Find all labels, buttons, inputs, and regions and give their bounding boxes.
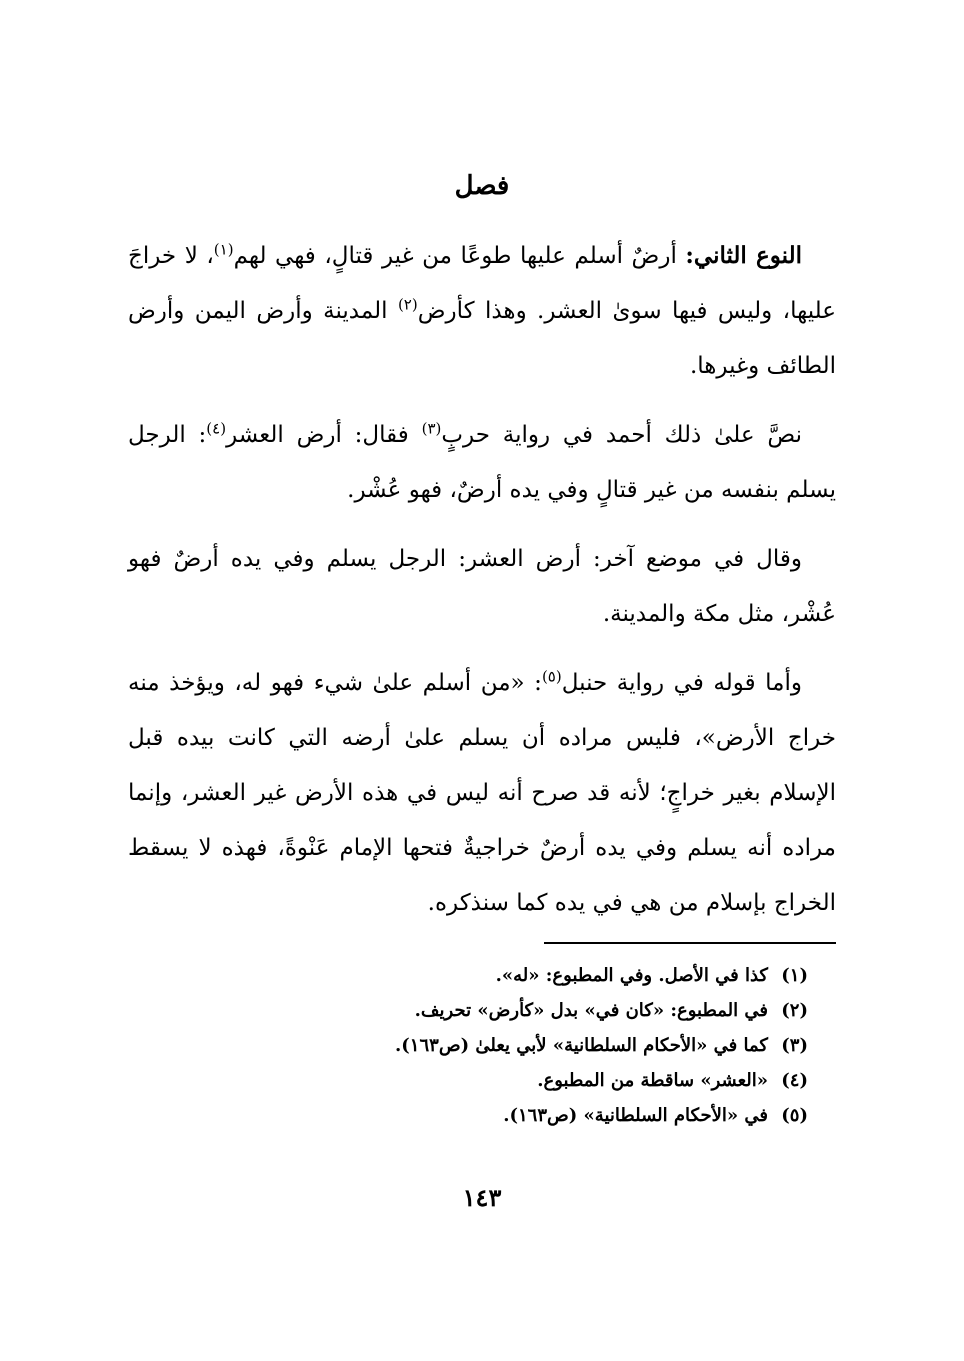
footnote-3 [128, 1028, 808, 1063]
paragraph-2 [128, 408, 836, 518]
footnote-number: (٤) [781, 1070, 808, 1091]
paragraph-text: : «من أسلم علىٰ شيء فهو له، ويؤخذ منه خراج الأرض»، فليس مراده أن يسلم علىٰ أرضه التي كانت بيده قبل الإسلام بغير خراجٍ؛ لأنه قد صرح أنه ليس في هذه الأرض غير العشر، وإنما مراده أنه يسلم وفي يده أرضٌ خراجيةٌ فتحها الإمام عَنْوةً، فهذه لا يسقط الخراج بإسلام من هي في يده كما سنذكره. [128, 670, 836, 916]
footnote-text: كما في «الأحكام السلطانية» لأبي يعلىٰ (ص١٦٣). [395, 1035, 768, 1056]
paragraph-1 [128, 228, 836, 394]
footnote-number: (١) [781, 965, 808, 986]
paragraph-text: ، لا خراجَ عليها، وليس فيها سوىٰ العشر. وهذا كأرض [128, 243, 836, 324]
footnote-ref-4[interactable]: (٤) [206, 419, 227, 438]
footnote-number: (٥) [781, 1105, 808, 1126]
paragraph-text: نصَّ علىٰ ذلك أحمد في رواية حربٍ [441, 422, 802, 448]
footnote-5 [128, 1098, 808, 1133]
footnote-1 [128, 958, 808, 993]
paragraph-4 [128, 656, 836, 931]
paragraph-text: المدينة وأرض اليمن وأرض الطائف وغيرها. [128, 298, 836, 379]
footnote-ref-2[interactable]: (٢) [397, 295, 418, 314]
book-page [128, 0, 836, 1361]
footnote-text: «العشر» ساقطة من المطبوع. [537, 1070, 768, 1091]
footnote-ref-1[interactable]: (١) [213, 240, 234, 259]
footnote-text: كذا في الأصل. وفي المطبوع: «له». [495, 965, 768, 986]
paragraph-lead: النوع الثاني: [685, 242, 802, 269]
footnote-2 [128, 993, 808, 1028]
footnote-text: في المطبوع: «كان في» بدل «كأرض» تحريف. [414, 1000, 768, 1021]
footnote-number: (٣) [781, 1035, 808, 1056]
footnote-ref-5[interactable]: (٥) [541, 667, 562, 686]
page-number: ١٤٣ [462, 1183, 502, 1212]
paragraph-3 [128, 532, 836, 642]
paragraph-text: : الرجل يسلم بنفسه من غير قتالٍ وفي يده أرضٌ، فهو عُشْر. [128, 422, 836, 503]
footnote-text: في «الأحكام السلطانية» (ص١٦٣). [503, 1105, 768, 1126]
footnote-separator [544, 942, 836, 944]
paragraph-text: وأما قوله في رواية حنبل [561, 670, 802, 696]
paragraph-text: فقال: أرض العشر [226, 422, 422, 448]
paragraph-text: وقال في موضع آخر: أرض العشر: الرجل يسلم وفي يده أرضٌ فهو عُشْر، مثل مكة والمدينة. [128, 546, 836, 627]
footnote-4 [128, 1063, 808, 1098]
body-text [128, 228, 836, 945]
paragraph-text: أرضٌ أسلم عليها طوعًا من غير قتالٍ، فهي لهم [233, 243, 686, 269]
footnote-ref-3[interactable]: (٣) [421, 419, 442, 438]
section-title: فصل [454, 171, 510, 201]
footnotes-list [128, 958, 808, 1133]
footnote-number: (٢) [781, 1000, 808, 1021]
